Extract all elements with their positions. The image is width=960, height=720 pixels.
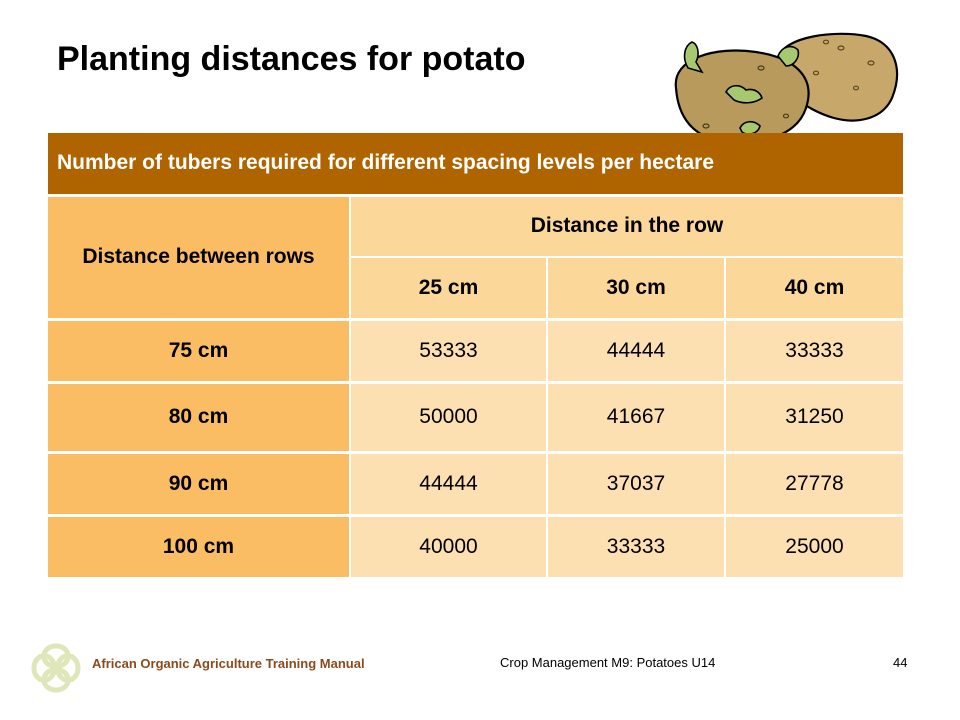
footer-module: Crop Management M9: Potatoes U14 xyxy=(500,655,716,670)
column-header: 30 cm xyxy=(547,257,725,319)
table-cell: 33333 xyxy=(547,515,725,577)
page-title: Planting distances for potato xyxy=(57,40,526,78)
table-cell: 27778 xyxy=(725,452,903,515)
table-cell: 25000 xyxy=(725,515,903,577)
column-header: 40 cm xyxy=(725,257,903,319)
table-cell: 37037 xyxy=(547,452,725,515)
row-label: 100 cm xyxy=(48,515,350,577)
rows-header: Distance between rows xyxy=(48,195,350,319)
table-row xyxy=(48,319,903,382)
footer-manual-title: African Organic Agriculture Training Manual xyxy=(92,656,365,671)
table-row xyxy=(48,382,903,452)
table-cell: 41667 xyxy=(547,382,725,452)
table-row xyxy=(48,452,903,515)
table-cell: 44444 xyxy=(350,452,547,515)
table-caption: Number of tubers required for different spacing levels per hectare xyxy=(48,133,903,195)
table-cell: 53333 xyxy=(350,319,547,382)
table-cell: 40000 xyxy=(350,515,547,577)
row-label: 90 cm xyxy=(48,452,350,515)
table-row xyxy=(48,515,903,577)
spacing-table xyxy=(48,133,903,577)
row-label: 75 cm xyxy=(48,319,350,382)
table-cell: 33333 xyxy=(725,319,903,382)
group-header: Distance in the row xyxy=(350,195,903,257)
page-number: 44 xyxy=(893,655,908,670)
table-cell: 50000 xyxy=(350,382,547,452)
row-label: 80 cm xyxy=(48,382,350,452)
knot-logo-icon xyxy=(28,640,84,696)
column-header: 25 cm xyxy=(350,257,547,319)
table-cell: 44444 xyxy=(547,319,725,382)
table-cell: 31250 xyxy=(725,382,903,452)
